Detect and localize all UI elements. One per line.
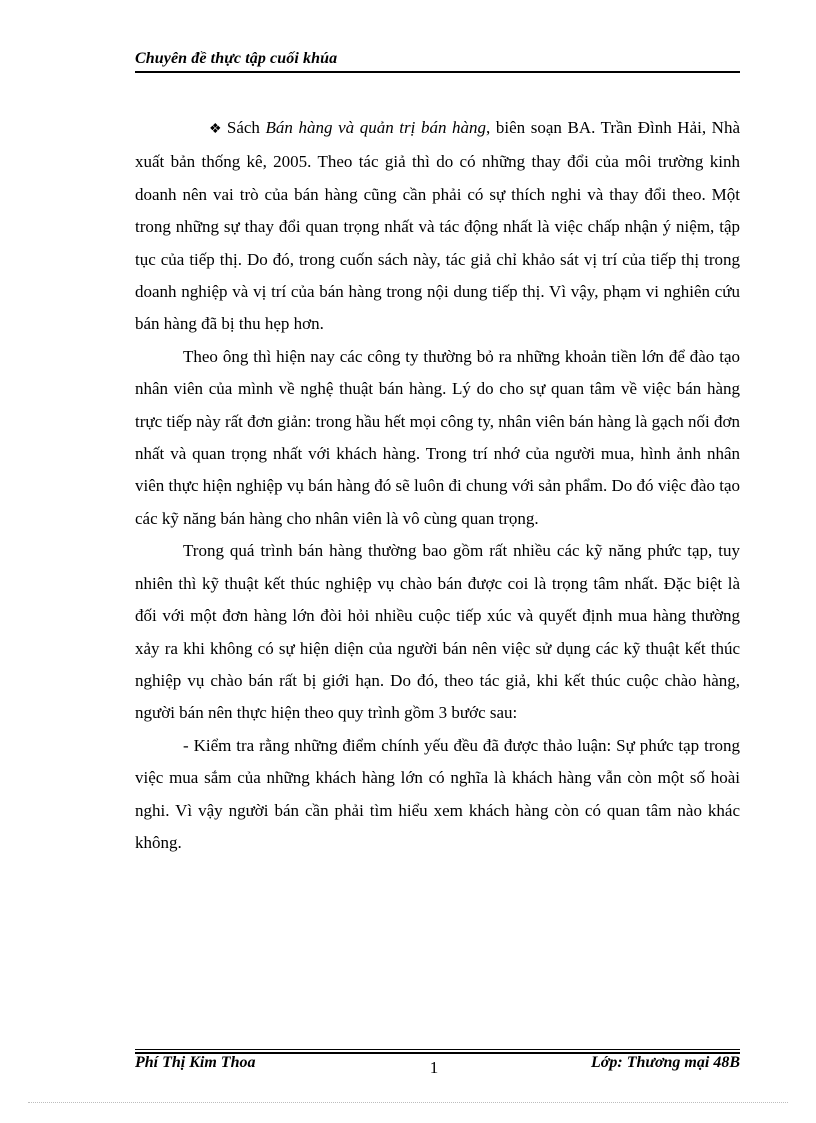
paragraph-1-rest: , biên soạn BA. Trần Đình Hải, Nhà xuất bản thống kê, 2005. Theo tác giả thì do có những thay đổi của môi trường kinh doanh nên vai trò của bán hàng cũng cần phải có sự thích nghi và thay đổi theo. Một trong những sự thay đổi quan trọng nhất và tác động nhất là việc chấp nhận ý niệm, tập tục của tiếp thị. Do đó, trong cuốn sách này, tác giả chỉ khảo sát vị trí của tiếp thị trong doanh nghiệp và vị trí của bán hàng trong nội dung tiếp thị. Vì vậy, phạm vi nghiên cứu bán hàng đã bị thu hẹp hơn.	[135, 118, 740, 334]
bullet-diamond-icon: ❖	[209, 122, 223, 137]
page-number: 1	[429, 1058, 439, 1077]
paragraph-4: - Kiểm tra rằng những điểm chính yếu đều đã được thảo luận: Sự phức tạp trong việc mua sắm của những khách hàng lớn có nghĩa là khách hàng vẫn còn một số hoài nghi. Vì vậy người bán cần phải tìm hiểu xem khách hàng còn có quan tâm nào khác không.	[135, 735, 740, 852]
footer-class: Lớp: Thương mại 48B	[591, 1054, 740, 1071]
footer-rule-thin	[135, 1049, 740, 1050]
paragraph-1-lead: Sách	[226, 118, 266, 137]
header-rule	[135, 71, 740, 73]
header-title: Chuyên đề thực tập cuối khúa	[135, 50, 338, 67]
paragraph-1	[135, 112, 740, 341]
body-text	[135, 112, 740, 859]
paragraph-2: Theo ông thì hiện nay các công ty thường bỏ ra những khoản tiền lớn để đào tạo nhân viên của mình về nghệ thuật bán hàng. Lý do cho sự quan tâm về việc bán hàng trực tiếp này rất đơn giản: trong hầu hết mọi công ty, nhân viên bán hàng là gạch nối đơn nhất và quan trọng nhất với khách hàng. Trong trí nhớ của người mua, hình ảnh nhân viên thực hiện nghiệp vụ bán hàng đó sẽ luôn đi chung với sản phẩm. Do đó việc đào tạo các kỹ năng bán hàng cho nhân viên là vô cùng quan trọng.	[135, 346, 740, 528]
paragraph-3: Trong quá trình bán hàng thường bao gồm rất nhiều các kỹ năng phức tạp, tuy nhiên thì kỹ thuật kết thúc nghiệp vụ chào bán được coi là trọng tâm nhất. Đặc biệt là đối với một đơn hàng lớn đòi hỏi nhiều cuộc tiếp xúc và quyết định mua hàng thường xảy ra khi không có sự hiện diện của người bán nên việc sử dụng các kỹ thuật kết thúc nghiệp vụ chào bán rất bị giới hạn. Do đó, theo tác giả, khi kết thúc cuộc chào hàng, người bán nên thực hiện theo quy trình gồm 3 bước sau:	[135, 541, 740, 723]
footer-author: Phí Thị Kim Thoa	[135, 1054, 256, 1071]
book-title: Bán hàng và quản trị bán hàng	[265, 118, 487, 137]
page-bottom-dotted-line	[28, 1102, 788, 1103]
